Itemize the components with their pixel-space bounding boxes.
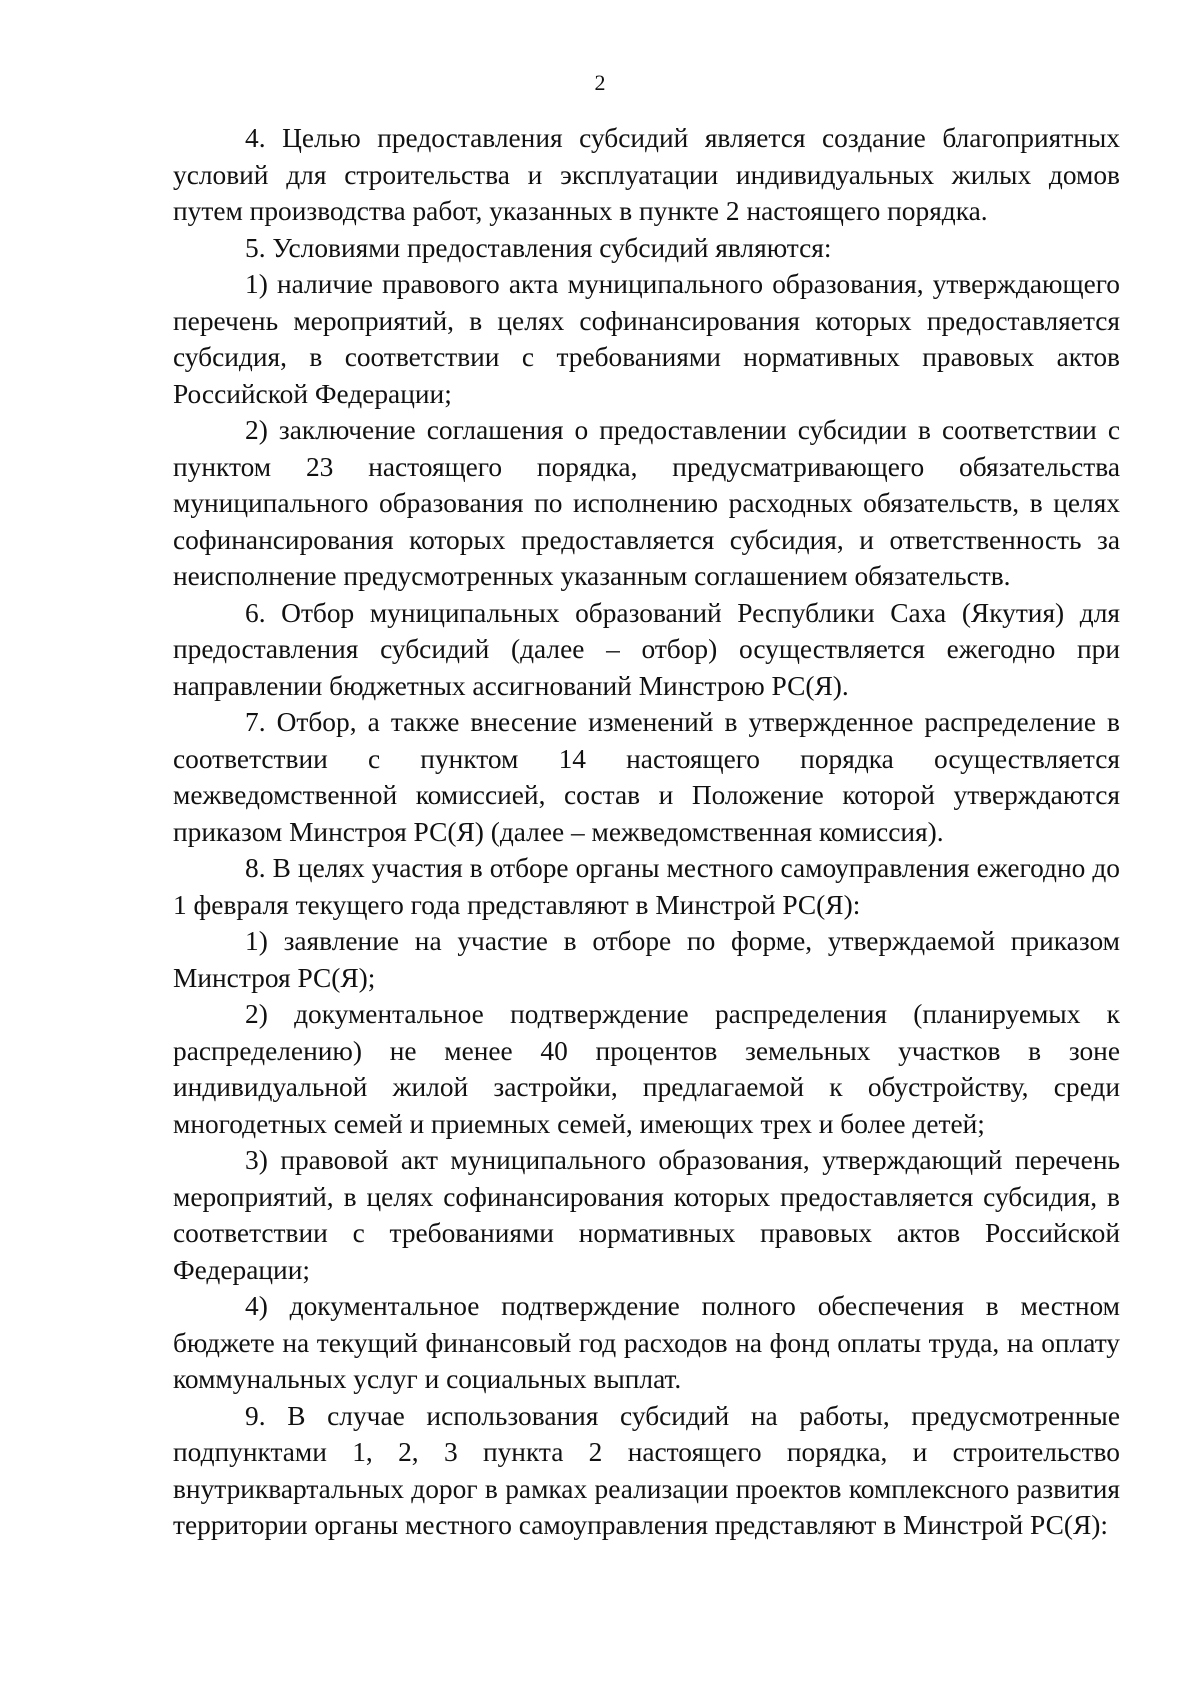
paragraph-6: 6. Отбор муниципальных образований Республики Саха (Якутия) для предоставления субсидий (далее – отбор) осуществляется ежегодно при направлении бюджетных ассигнований Минстрою РС(Я).: [173, 597, 1120, 701]
paragraph-5-item-2: 2) заключение соглашения о предоставлении субсидии в соответствии с пунктом 23 настоящего порядка, предусматривающего обязательства муниципального образования по исполнению расходных обязательств, в целях софинансирования которых предоставляется субсидия, и ответственность за неисполнение предусмотренных указанным соглашением обязательств.: [173, 415, 1120, 591]
paragraph-8-item-4: 4) документальное подтверждение полного обеспечения в местном бюджете на текущий финансовый год расходов на фонд оплаты труда, на оплату коммунальных услуг и социальных выплат.: [173, 1291, 1120, 1394]
paragraph-8-item-1: 1) заявление на участие в отборе по форме, утверждаемой приказом Минстроя РС(Я);: [173, 926, 1120, 993]
paragraph-9: 9. В случае использования субсидий на работы, предусмотренные подпунктами 1, 2, 3 пункта 2 настоящего порядка, и строительство внутриквартальных дорог в рамках реализации проектов комплексного развития территории органы местного самоуправления представляют в Минстрой РС(Я):: [173, 1400, 1120, 1540]
paragraph-4: 4. Целью предоставления субсидий является создание благоприятных условий для строительства и эксплуатации индивидуальных жилых домов путем производства работ, указанных в пункте 2 настоящего порядка.: [173, 123, 1120, 226]
document-body: [173, 120, 1120, 1544]
paragraph-5: 5. Условиями предоставления субсидий являются:: [245, 232, 832, 263]
paragraph-5-item-1: 1) наличие правового акта муниципального образования, утверждающего перечень мероприятий, в целях софинансирования которых предоставляется субсидия, в соответствии с требованиями нормативных правовых актов Российской Федерации;: [173, 269, 1120, 409]
paragraph-7: 7. Отбор, а также внесение изменений в утвержденное распределение в соответствии с пунктом 14 настоящего порядка осуществляется межведомственной комиссией, состав и Положение которой утверждаются приказом Минстроя РС(Я) (далее – межведомственная комиссия).: [173, 707, 1120, 847]
paragraph-8-item-3: 3) правовой акт муниципального образования, утверждающий перечень мероприятий, в целях софинансирования которых предоставляется субсидия, в соответствии с требованиями нормативных правовых актов Российской Федерации;: [173, 1145, 1120, 1285]
page-number: 2: [594, 70, 606, 95]
paragraph-8-item-2: 2) документальное подтверждение распределения (планируемых к распределению) не менее 40 процентов земельных участков в зоне индивидуальной жилой застройки, предлагаемой к обустройству, среди многодетных семей и приемных семей, имеющих трех и более детей;: [173, 999, 1120, 1139]
paragraph-8: 8. В целях участия в отборе органы местного самоуправления ежегодно до 1 февраля текущего года представляют в Минстрой РС(Я):: [173, 853, 1120, 920]
